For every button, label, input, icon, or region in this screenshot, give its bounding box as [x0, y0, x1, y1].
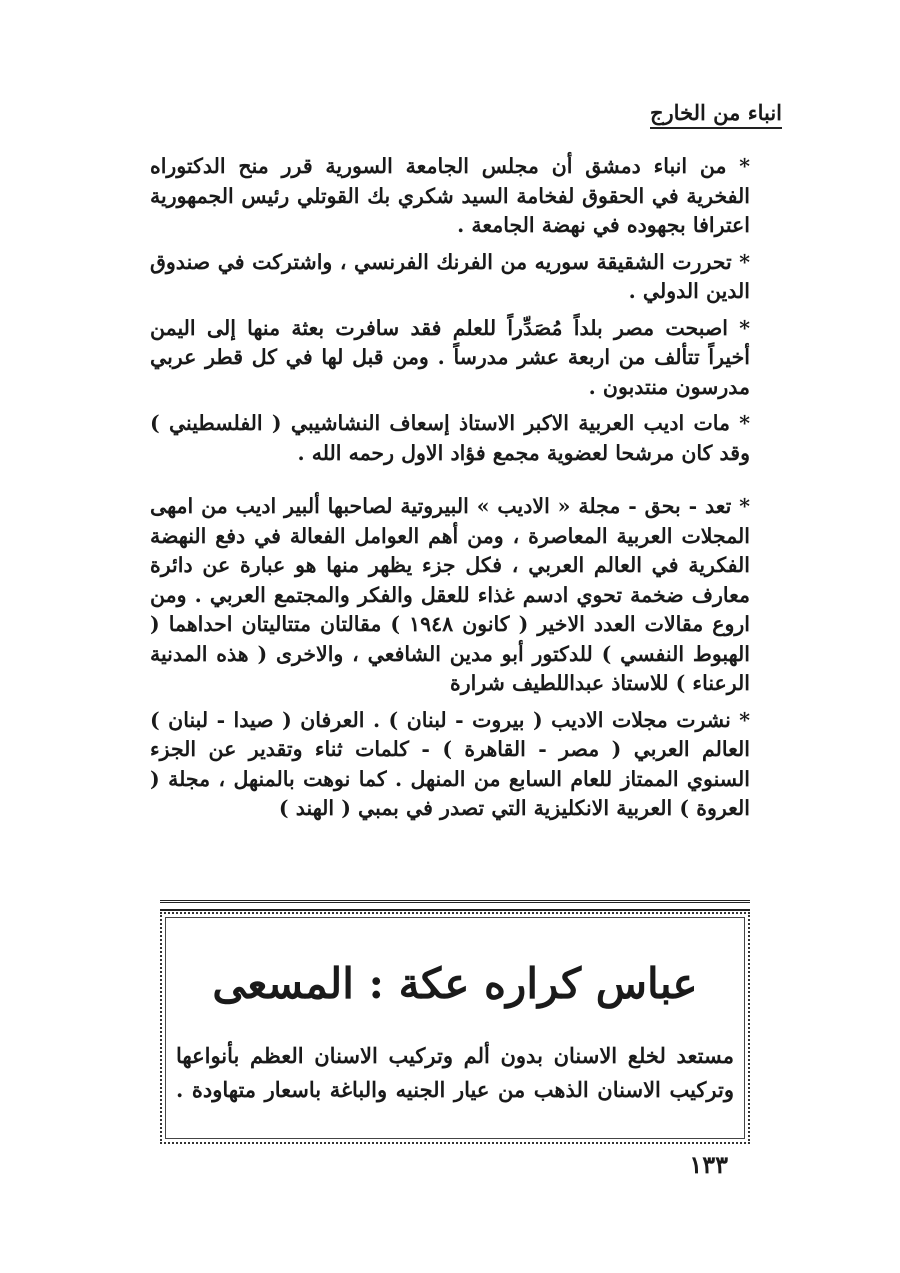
advertiser-name: عباس كراره عكة : المسعى	[212, 959, 698, 1008]
divider	[160, 900, 750, 911]
advertisement-box	[160, 912, 750, 1144]
section-heading: انباء من الخارج	[650, 100, 782, 129]
advertisement-text: وتركيب الاسنان الذهب من عيار الجنيه والباغة باسعار متهاودة .	[176, 1077, 734, 1102]
page-number: ١٣٣	[689, 1150, 728, 1179]
news-item: * نشرت مجلات الاديب ( بيروت - لبنان ) . العرفان ( صيدا - لبنان ) العالم العربي ( مصر - القاهرة ) - كلمات ثناء وتقدير عن الجزء السنوي الممتاز للعام السابع من المنهل . كما نوهت بالمنهل ، مجلة ( العروة ) العربية الانكليزية التي تصدر في بمبي ( الهند )	[150, 707, 750, 820]
news-item: * اصبحت مصر بلداً مُصَدِّراً للعلم فقد سافرت بعثة منها إلى اليمن أخيراً تتألف من اربعة عشر مدرساً . ومن قبل لها في كل قطر عربي مدرسون منتدبون .	[150, 315, 750, 399]
news-item: * مات اديب العربية الاكبر الاستاذ إسعاف النشاشيبي ( الفلسطيني ) وقد كان مرشحا لعضوية مجمع فؤاد الاول رحمه الله .	[150, 411, 750, 465]
news-section	[150, 152, 750, 831]
news-item: * تعد - بحق - مجلة « الاديب » البيروتية لصاحبها ألبير اديب من امهى المجلات العربية المعاصرة ، ومن أهم العوامل الفعالة في دفع النهضة الفكرية في العالم العربي ، فكل جزء يظهر منها هو عبارة عن دائرة معارف ضخمة تحوي ادسم غذاء للعقل والفكر والمجتمع العربي . ومن اروع مقالات العدد الاخير ( كانون ١٩٤٨ ) مقالتان متتاليتان احداهما ( الهبوط النفسي ) للدكتور أبو مدين الشافعي ، والاخرى ( هذه المدنية الرعناء ) للاستاذ عبداللطيف شرارة	[150, 494, 750, 695]
news-item: * من انباء دمشق أن مجلس الجامعة السورية قرر منح الدكتوراه الفخرية في الحقوق لفخامة السيد شكري بك القوتلي رئيس الجمهورية اعترافا بجهوده في نهضة الجامعة .	[150, 154, 750, 237]
advertisement-text: مستعد لخلع الاسنان بدون ألم وتركيب الاسنان العظم بأنواعها	[176, 1043, 734, 1068]
news-item: * تحررت الشقيقة سوريه من الفرنك الفرنسي ، واشتركت في صندوق الدين الدولي .	[150, 249, 750, 303]
